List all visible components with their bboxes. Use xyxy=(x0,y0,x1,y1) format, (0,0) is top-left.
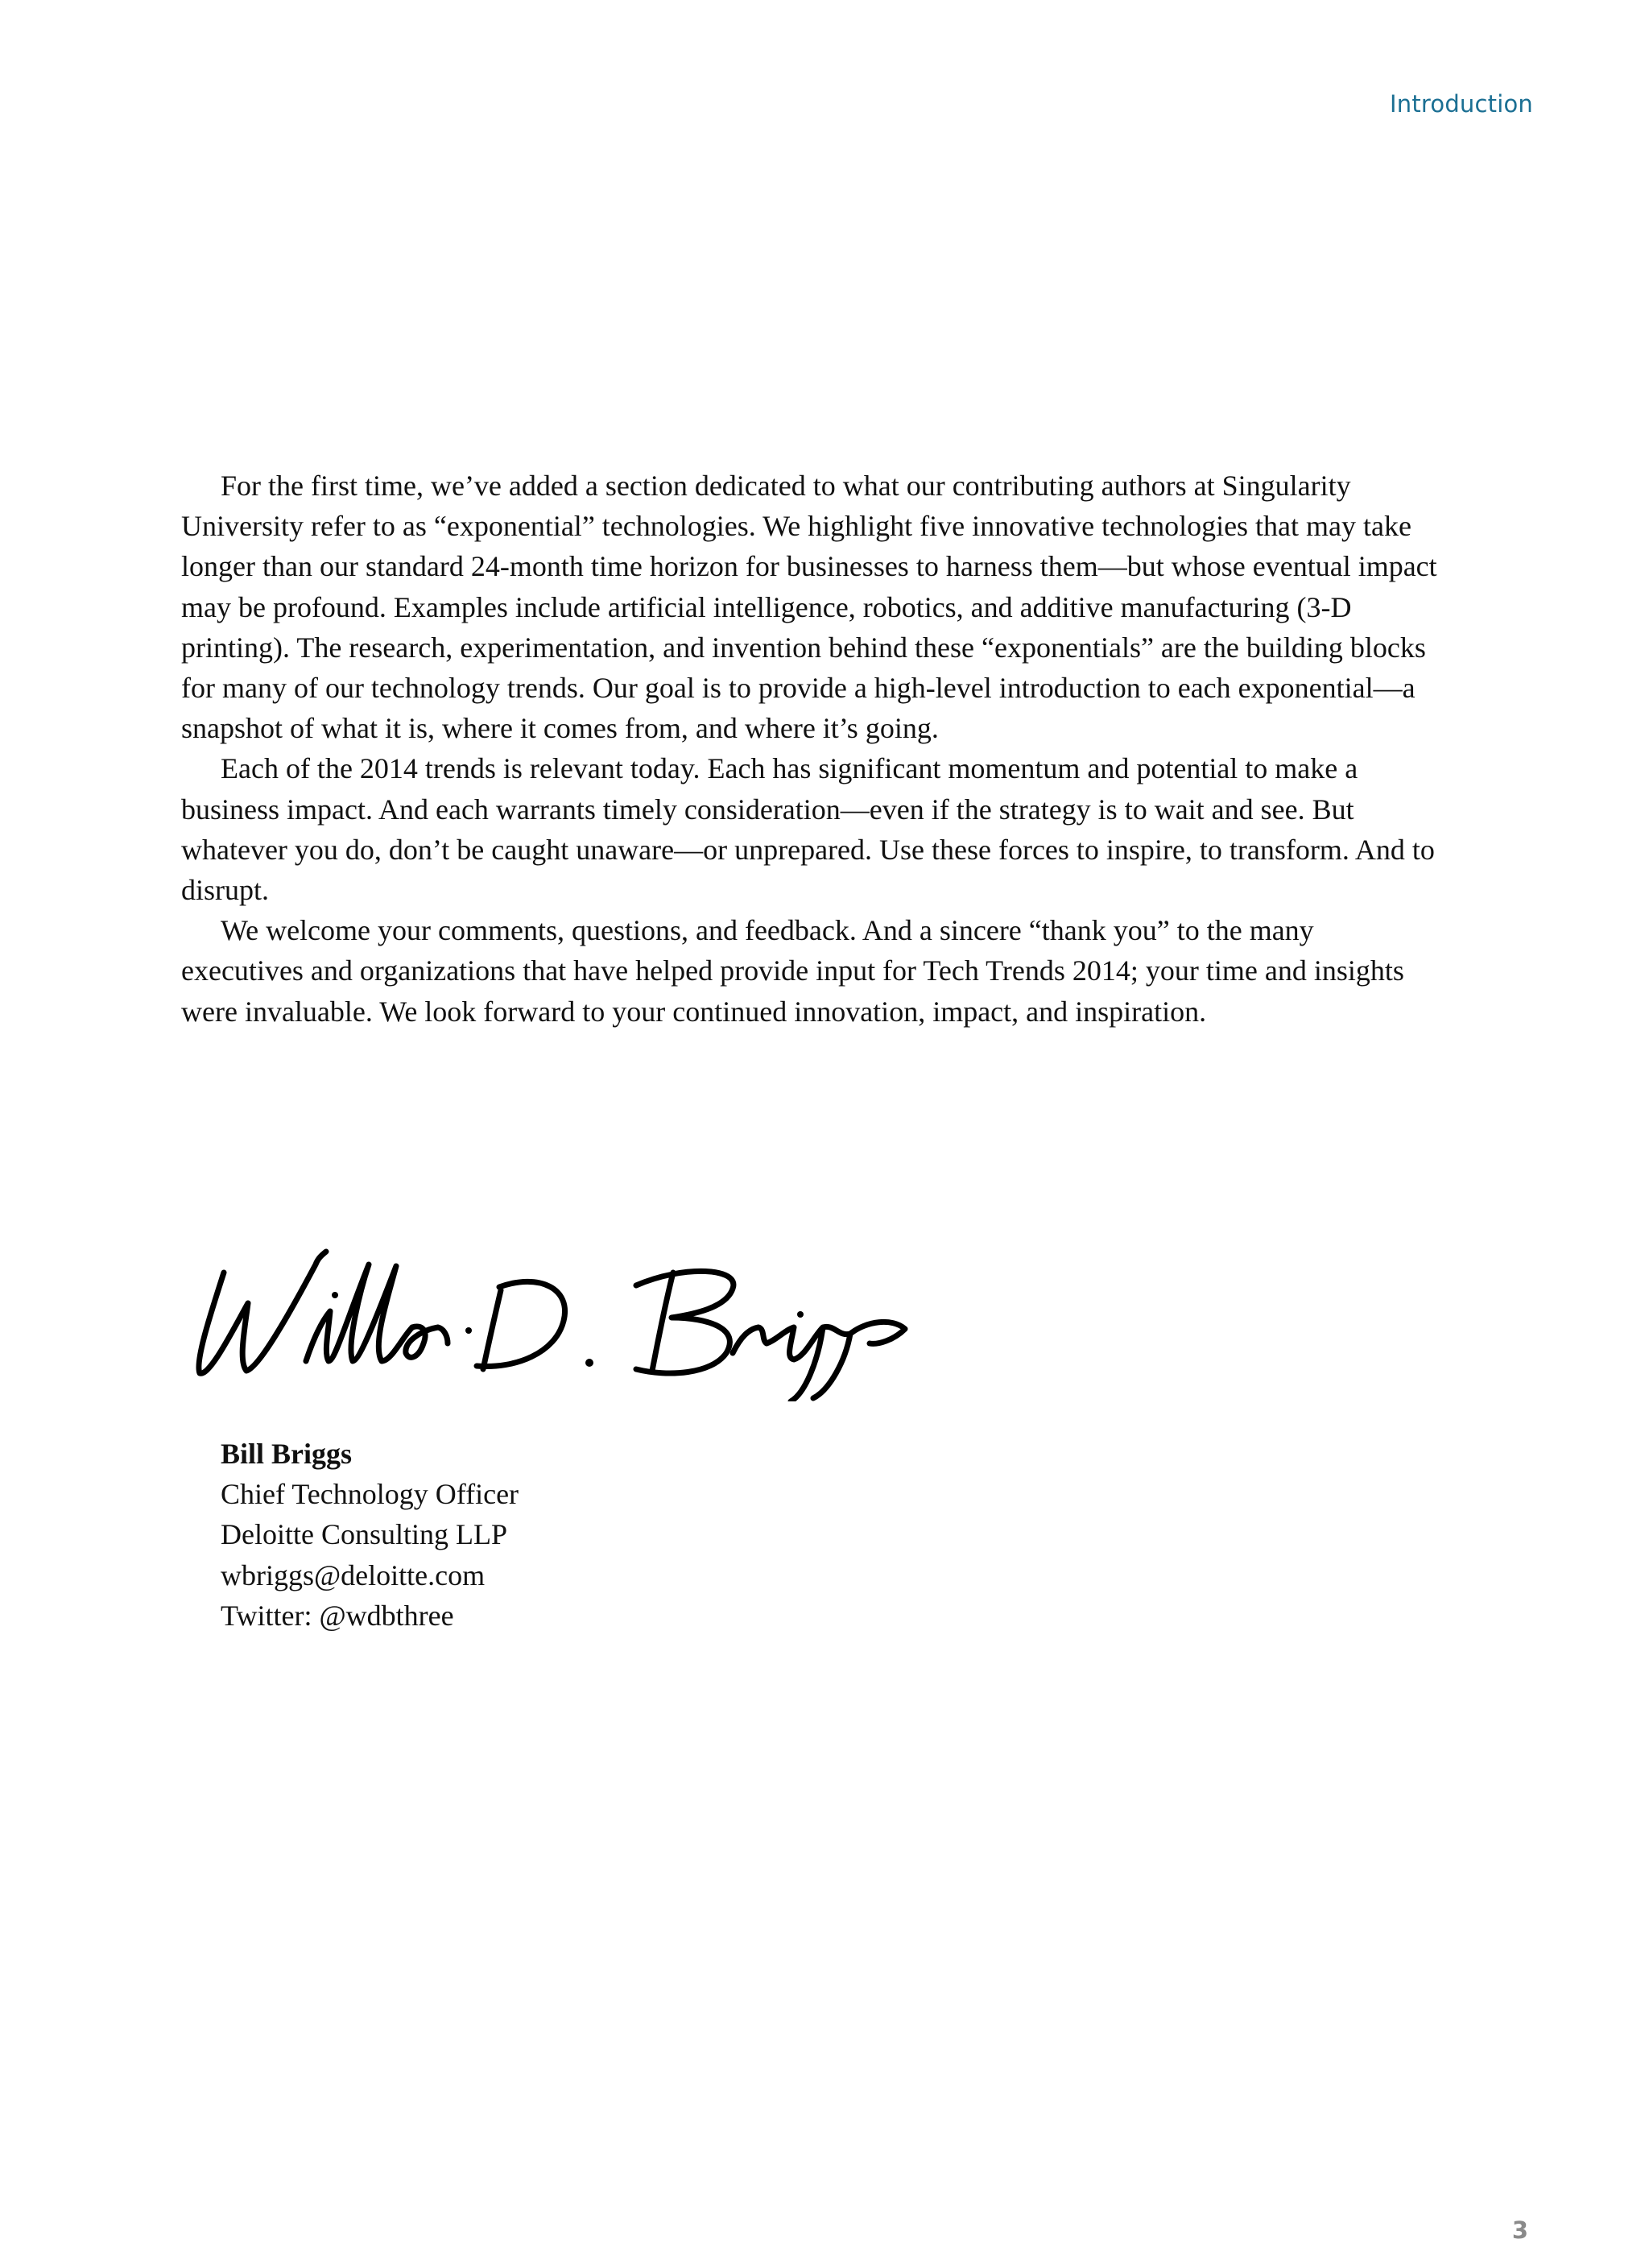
paragraph-thanks: We welcome your comments, questions, and feedback. And a sincere “thank you” to the many executives and organizations that have helped provide input for Tech Trends 2014; your time and insights were invaluable. We look forward to your continued innovation, impact, and inspiration. xyxy=(181,914,1404,1028)
signatory-organization: Deloitte Consulting LLP xyxy=(221,1518,507,1551)
signature-block xyxy=(221,1434,519,1636)
body-text xyxy=(181,466,1437,1032)
handwritten-signature xyxy=(185,1240,926,1401)
signatory-twitter[interactable]: Twitter: @wdbthree xyxy=(221,1599,454,1632)
paragraph-exponentials: For the first time, we’ve added a section dedicated to what our contributing authors at Singularity University refer to as “exponential” technologies. We highlight five innovative technologies that may take longer than our standard 24-month time horizon for businesses to harness them—but whose eventual impact may be profound. Examples include artificial intelligence, robotics, and additive manufacturing (3-D printing). The research, experimentation, and invention behind these “exponentials” are the building blocks for many of our technology trends. Our goal is to provide a high-level introduction to each exponential—a snapshot of what it is, where it comes from, and where it’s going. xyxy=(181,470,1437,745)
signatory-email[interactable]: wbriggs@deloitte.com xyxy=(221,1558,486,1591)
page-number: 3 xyxy=(1511,2216,1528,2244)
signatory-title: Chief Technology Officer xyxy=(221,1478,519,1511)
paragraph-trends: Each of the 2014 trends is relevant today. Each has significant momentum and potential to make a business impact. And each warrants timely consideration—even if the strategy is to wait and see. But whatever you do, don’t be caught unaware—or unprepared. Use these forces to inspire, to transform. And to disrupt. xyxy=(181,752,1435,907)
signatory-name: Bill Briggs xyxy=(221,1438,353,1470)
section-label: Introduction xyxy=(1389,90,1533,118)
